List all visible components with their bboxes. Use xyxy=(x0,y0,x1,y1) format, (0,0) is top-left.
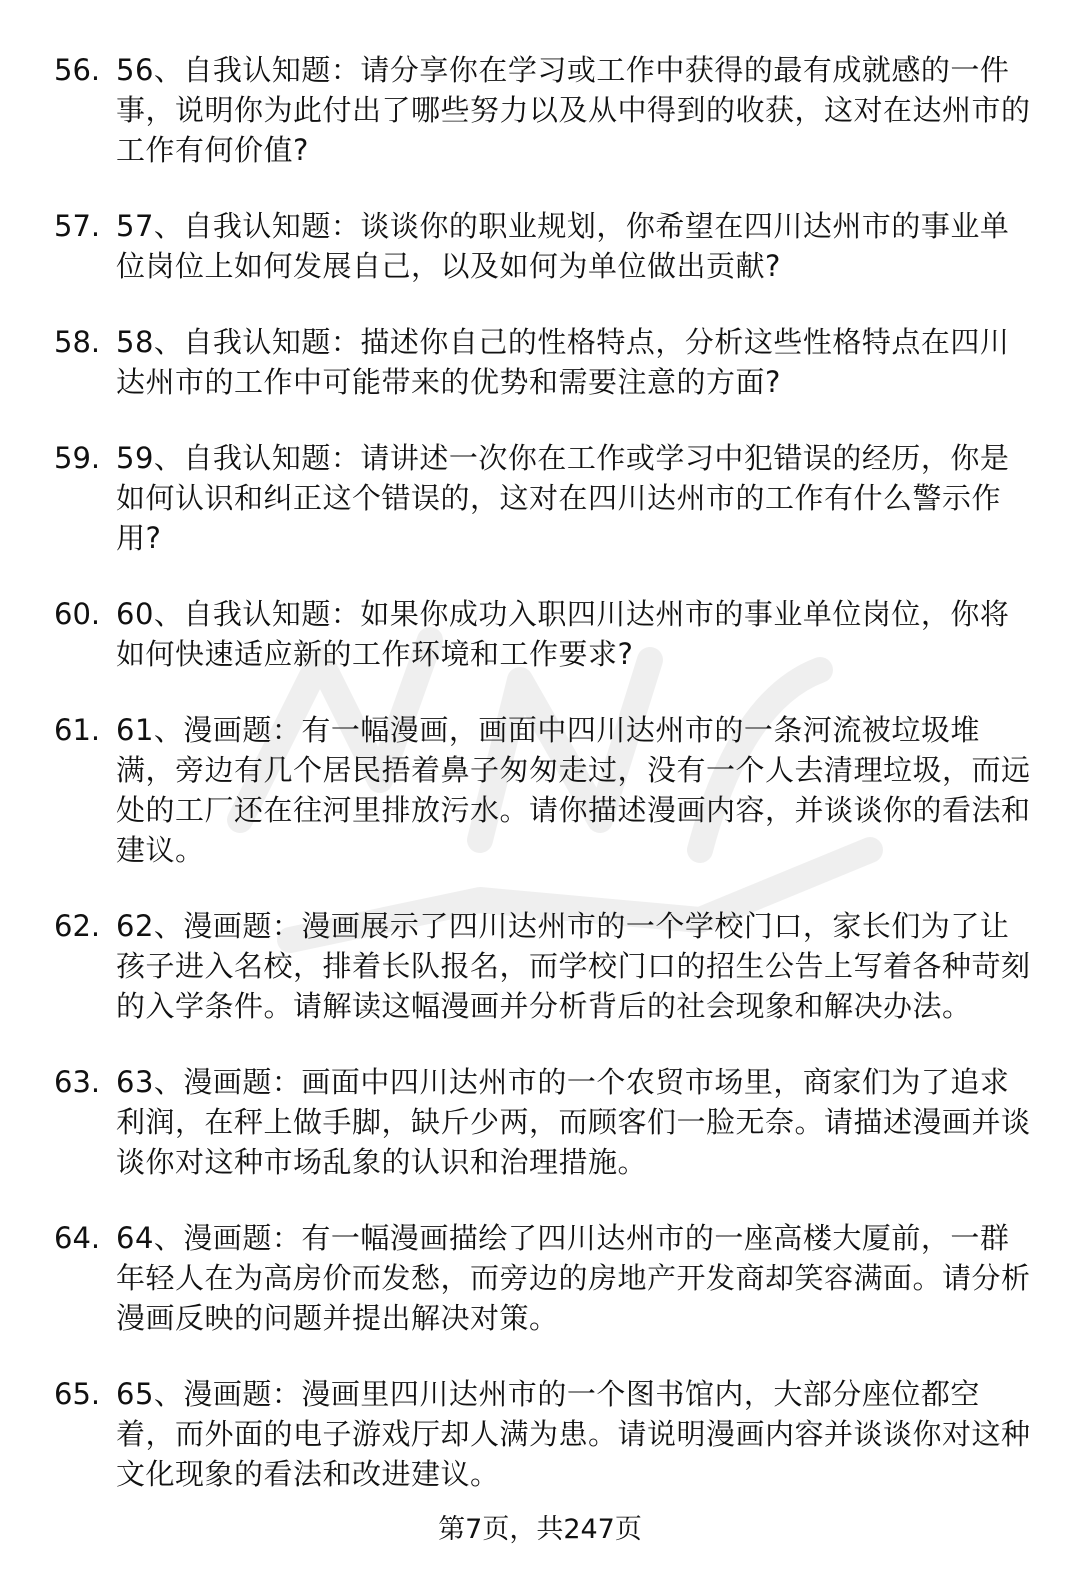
question-text: 62、漫画题：漫画展示了四川达州市的一个学校门口，家长们为了让孩子进入名校，排着长队报名，而学校门口的招生公告上写着各种苛刻的入学条件。请解读这幅漫画并分析背后的社会现象和解决办法。 xyxy=(116,909,1031,1023)
question-text: 56、自我认知题：请分享你在学习或工作中获得的最有成就感的一件事，说明你为此付出了哪些努力以及从中得到的收获，这对在达州市的工作有何价值? xyxy=(116,53,1031,167)
question-number: 64. xyxy=(54,1221,101,1255)
question-text: 57、自我认知题：谈谈你的职业规划，你希望在四川达州市的事业单位岗位上如何发展自己，以及如何为单位做出贡献? xyxy=(116,209,1010,283)
question-number: 57. xyxy=(54,209,101,243)
question-number: 56. xyxy=(54,53,101,87)
question-number: 63. xyxy=(54,1065,101,1099)
question-item xyxy=(54,322,1034,402)
question-text: 61、漫画题：有一幅漫画，画面中四川达州市的一条河流被垃圾堆满，旁边有几个居民捂着鼻子匆匆走过，没有一个人去清理垃圾，而远处的工厂还在往河里排放污水。请你描述漫画内容，并谈谈你的看法和建议。 xyxy=(116,713,1031,867)
question-item xyxy=(54,50,1034,170)
question-item xyxy=(54,1218,1034,1338)
question-item xyxy=(54,1374,1034,1494)
question-number: 62. xyxy=(54,909,101,943)
question-item xyxy=(54,1062,1034,1182)
question-number: 61. xyxy=(54,713,101,747)
question-number: 60. xyxy=(54,597,101,631)
question-text: 60、自我认知题：如果你成功入职四川达州市的事业单位岗位，你将如何快速适应新的工作环境和工作要求? xyxy=(116,597,1010,671)
question-number: 59. xyxy=(54,441,101,475)
question-text: 64、漫画题：有一幅漫画描绘了四川达州市的一座高楼大厦前，一群年轻人在为高房价而发愁，而旁边的房地产开发商却笑容满面。请分析漫画反映的问题并提出解决对策。 xyxy=(116,1221,1031,1335)
question-item xyxy=(54,710,1034,870)
question-item xyxy=(54,206,1034,286)
question-item xyxy=(54,438,1034,558)
question-list xyxy=(54,50,1034,1530)
question-number: 58. xyxy=(54,325,101,359)
page-footer: 第7页，共247页 xyxy=(438,1514,642,1545)
question-text: 63、漫画题：画面中四川达州市的一个农贸市场里，商家们为了追求利润，在秤上做手脚，缺斤少两，而顾客们一脸无奈。请描述漫画并谈谈你对这种市场乱象的认识和治理措施。 xyxy=(116,1065,1031,1179)
question-text: 65、漫画题：漫画里四川达州市的一个图书馆内，大部分座位都空着，而外面的电子游戏厅却人满为患。请说明漫画内容并谈谈你对这种文化现象的看法和改进建议。 xyxy=(116,1377,1031,1491)
question-text: 59、自我认知题：请讲述一次你在工作或学习中犯错误的经历，你是如何认识和纠正这个错误的，这对在四川达州市的工作有什么警示作用? xyxy=(116,441,1010,555)
question-text: 58、自我认知题：描述你自己的性格特点，分析这些性格特点在四川达州市的工作中可能带来的优势和需要注意的方面? xyxy=(116,325,1010,399)
question-number: 65. xyxy=(54,1377,101,1411)
question-item xyxy=(54,906,1034,1026)
question-item xyxy=(54,594,1034,674)
